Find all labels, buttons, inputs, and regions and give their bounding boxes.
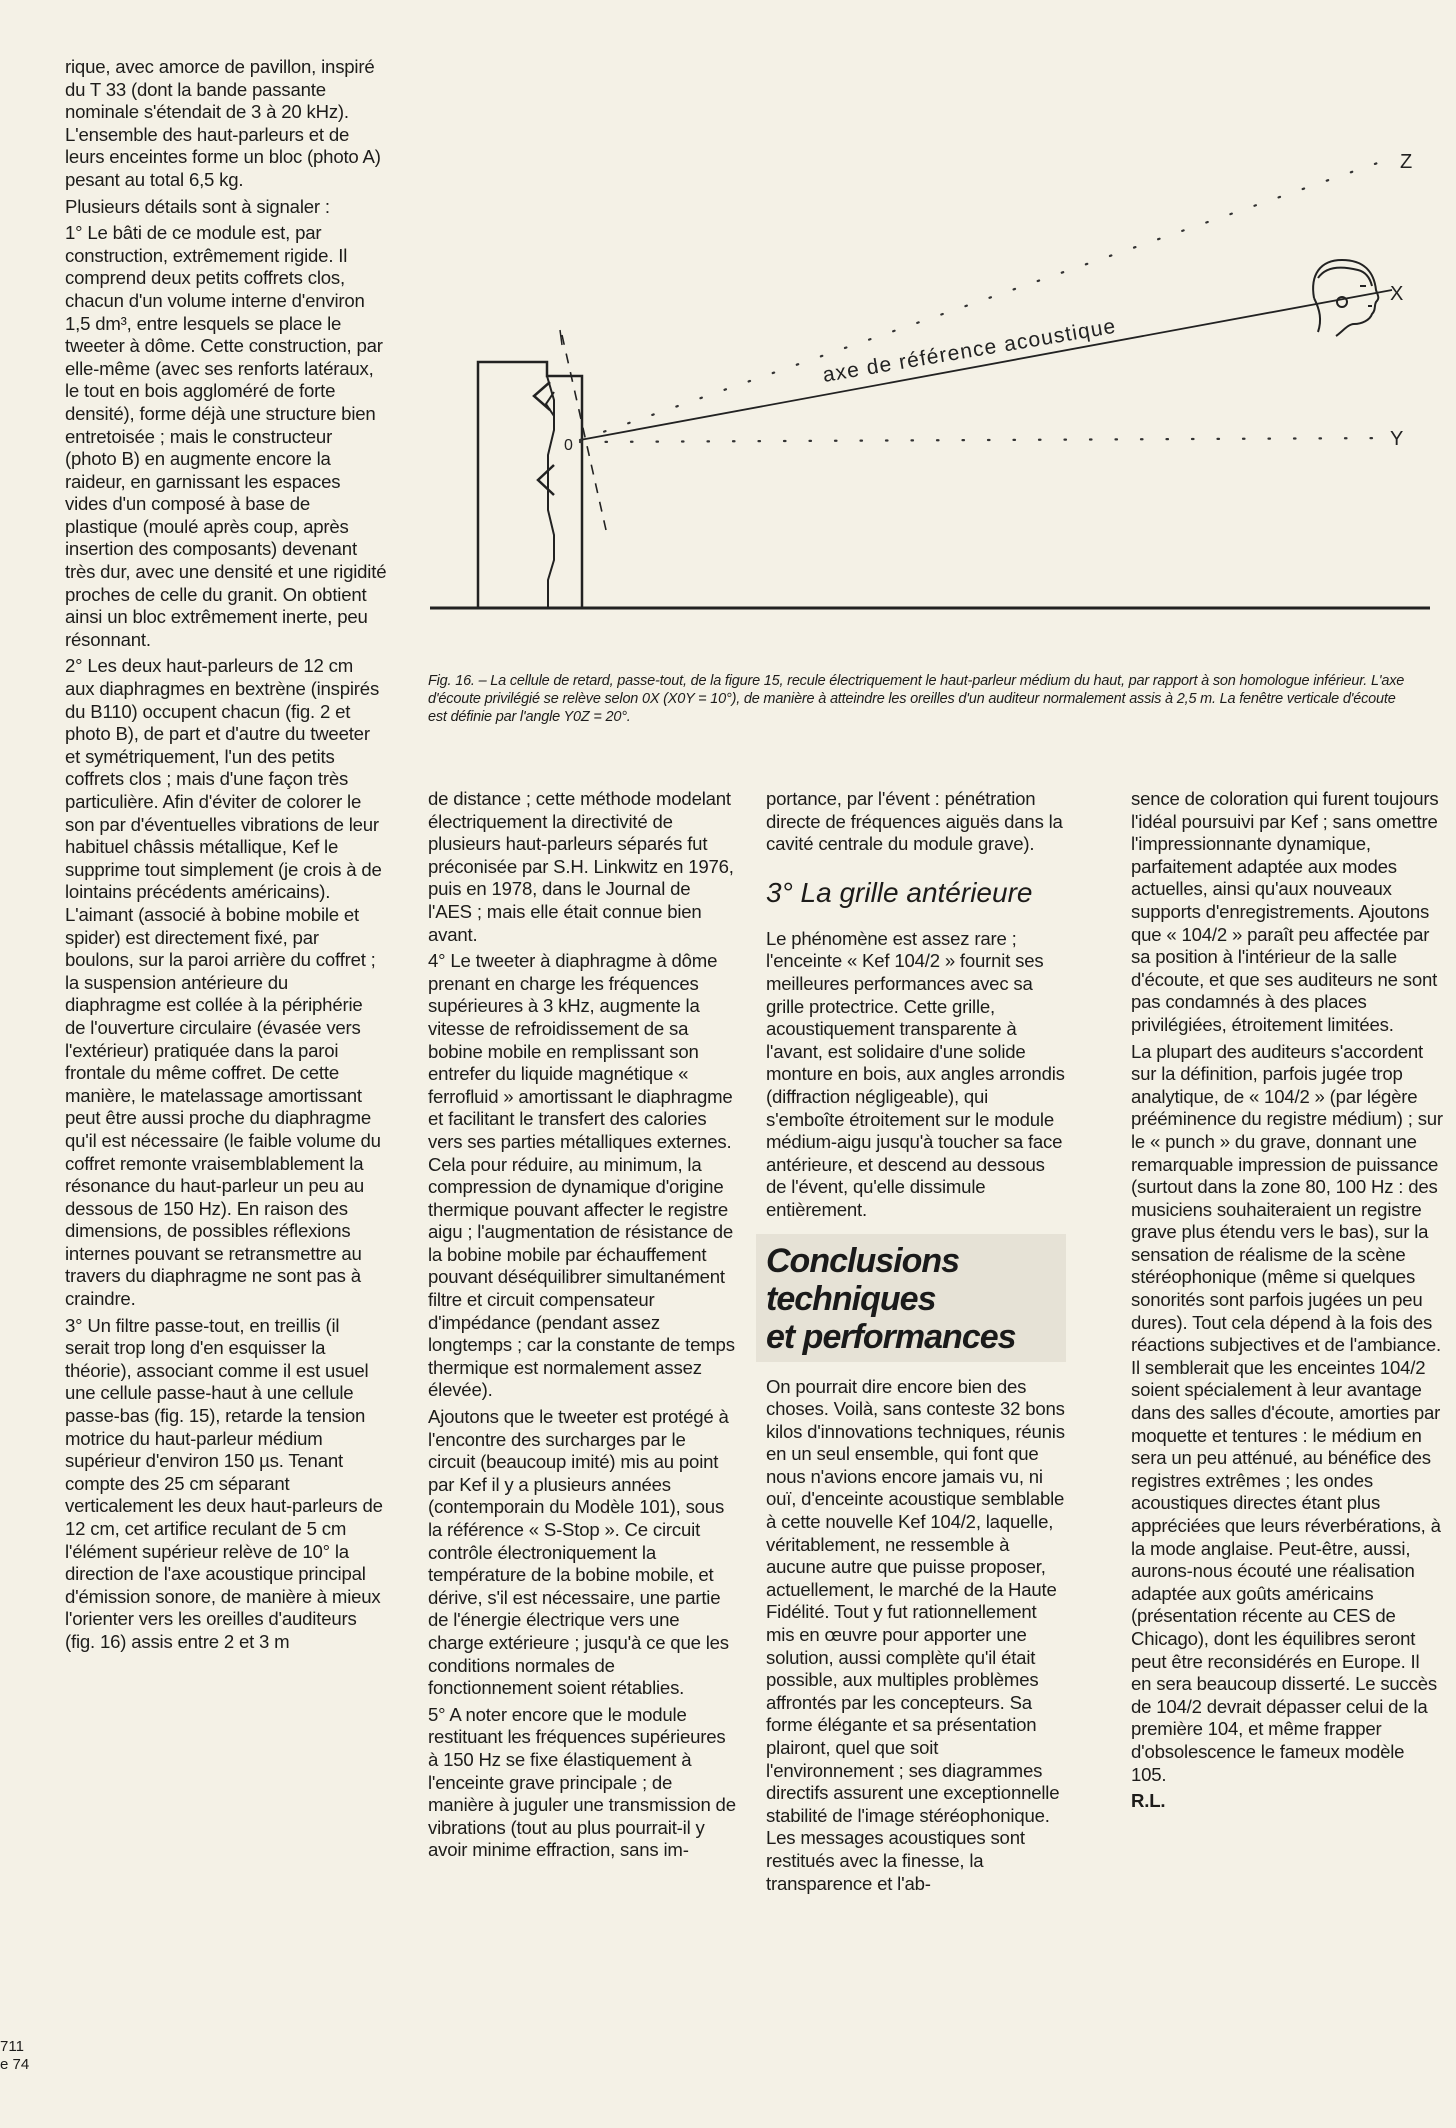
paragraph: de distance ; cette méthode modelant électriquement la directivité de plusieurs haut-parleurs séparés fut préconisée par S.H. Linkwitz en 1976, puis en 1978, dans le Journal de l'AES ; mais elle était connue bien avant. xyxy=(428,788,734,945)
paragraph: Plusieurs détails sont à signaler : xyxy=(65,195,330,217)
caption-text: Fig. 16. – La cellule de retard, passe-tout, de la figure 15, recule électriquement le haut-parleur médium du haut, par rapport à son homologue inférieur. L'axe d'écoute privilégié se relève selon 0X (X0Y = 10°), de manière à atteindre les oreilles d'un auditeur normalement assis à 2,5 m. La fenêtre verticale d'écoute est définie par l'angle Y0Z = 20°. xyxy=(428,673,1405,725)
paragraph: 2° Les deux haut-parleurs de 12 cm aux diaphragmes en bextrène (inspirés du B110) occupent chacun (fig. 2 et photo B), de part et d'autre du tweeter et symétriquement, l'un des petits coffrets clos ; mais d'une façon très particulière. Afin d'éviter de colorer le son par d'éventuelles vibrations de leur habituel châssis métallique, Kef le supprime tout simplement (je crois à de lointains précédents américains). L'aimant (associé à bobine mobile et spider) est directement fixé, par boulons, sur la paroi arrière du coffret ; la suspension antérieure du diaphragme est collée à la périphérie de l'ouverture circulaire (évasée vers l'extérieur) pratiquée dans la paroi frontale du même coffret. De cette manière, le matelassage amortissant peut être aussi proche du diaphragme qu'il est nécessaire (le faible volume du coffret remonte vraisemblablement la résonance du haut-parleur un peu au dessous de 150 Hz). En raison des dimensions, de possibles réflexions internes pouvant se retransmettre au travers du diaphragme ne sont pas à craindre. xyxy=(65,655,382,1310)
paragraph: 1° Le bâti de ce module est, par construction, extrêmement rigide. Il comprend deux petits coffrets clos, chacun d'un volume interne d'environ 1,5 dm³, entre lesquels se place le tweeter à dôme. Cette construction, par elle-même (avec ses renforts latéraux, le tout en bois aggloméré de forte densité), forme déjà une structure bien entretoisée ; mais le constructeur (photo B) en augmente encore la raideur, en garnissant les espaces vides d'un composé à base de plastique (moulé après coup, après insertion des composants) devenant très dur, avec une densité et une rigidité proches de celle du granit. On obtient ainsi un bloc extrêmement inerte, peu résonnant. xyxy=(65,222,387,650)
conclusions-heading-box xyxy=(756,1234,1066,1362)
vertical-reference-line xyxy=(562,335,606,530)
paragraph: La plupart des auditeurs s'accordent sur la définition, parfois jugée trop analytique, de « 104/2 » (par légère prééminence du registre médium) ; sur le « punch » du grave, donnant une remarquable impression de puissance (surtout dans la zone 80, 100 Hz : des musiciens souhaiteraient un registre grave plus étendu vers le bas), sur la sensation de réalisme de la scène stéréophonique (même si quelques sonorités sont parfois jugées un peu dures). Tout cela dépend à la fois des réactions subjectives et de l'ambiance. Il semblerait que les enceintes 104/2 soient spécialement à leur avantage dans des salles d'écoute, amorties par moquette et tentures : le médium en sera un peu atténué, au bénéfice des registres extrêmes ; les ondes acoustiques directes étant plus appréciées que leurs réverbérations, à la mode anglaise. Peut-être, aussi, aurons-nous écouté une réalisation adaptée aux goûts américains (présentation récente au CES de Chicago), dont les équilibres seront peut être reconsidérés en Europe. Il en sera beaucoup disserté. Le succès de 104/2 devrait dépasser celui de la première 104, et même frapper d'obsolescence le fameux modèle 105. xyxy=(1131,1040,1443,1785)
listener-head-icon xyxy=(1313,260,1378,336)
lower-driver-icon xyxy=(538,465,554,495)
author-signature: R.L. xyxy=(1131,1790,1166,1812)
speaker-cabinet xyxy=(478,362,582,608)
page-number-line: e 74 xyxy=(0,2056,30,2073)
origin-label: 0 xyxy=(564,437,573,454)
paragraph: 3° Un filtre passe-tout, en treillis (il serait trop long d'en esquisser la théorie), associant comme il est usuel une cellule passe-haut à une cellule passe-bas (fig. 15), retarde la tension motrice du haut-parleur médium supérieur d'environ 150 µs. Tenant compte des 25 cm séparant verticalement les deux haut-parleurs de 12 cm, cet artifice reculant de 5 cm l'élément supérieur relève de 10° la direction de l'axe acoustique principal d'émission sonore, de manière à mieux l'orienter vers les oreilles d'auditeurs (fig. 16) assis entre 2 et 3 m xyxy=(65,1314,383,1652)
page-number xyxy=(0,2038,29,2074)
axis-oz xyxy=(580,158,1392,440)
paragraph: 5° A noter encore que le module restituant les fréquences supérieures à 150 Hz se fixe élastiquement à l'enceinte grave principale ; de manière à juguler une transmission de vibrations (tout au plus pourrait-il y avoir minime effraction, sans im- xyxy=(428,1703,736,1861)
paragraph: sence de coloration qui furent toujours l'idéal poursuivi par Kef ; sans omettre l'impressionnante dynamique, parfaitement adaptée aux modes actuelles, ainsi qu'aux nouveaux supports d'enregistrements. Ajoutons que « 104/2 » paraît peu affectée par sa position à l'intérieur de la salle d'écoute, et que ses auditeurs ne sont pas condamnés à des places privilégiées, étroitement limitées. xyxy=(1131,788,1439,1035)
paragraph: 4° Le tweeter à diaphragme à dôme prenant en charge les fréquences supérieures à 3 kHz, augmente la vitesse de refroidissement de sa bobine mobile en remplissant son entrefer du liquide magnétique « ferrofluid » amortissant le diaphragme et facilitant le transfert des calories vers ses parties métalliques externes. Cela pour réduire, au minimum, la compression de dynamique d'origine thermique pouvant affecter le registre aigu ; l'augmentation de résistance de la bobine mobile par échauffement pouvant déséquilibrer simultanément filtre et circuit compensateur d'impédance (pendant assez longtemps ; car la constante de temps thermique est normalement assez élevée). xyxy=(428,950,735,1401)
paragraph: Le phénomène est assez rare ; l'enceinte « Kef 104/2 » fournit ses meilleures performances avec sa grille protectrice. Cette grille, acoustiquement transparente à l'avant, est solidaire d'une solide monture en bois, aux angles arrondis (diffraction négligeable), qui s'emboîte étroitement sur le module médium-aigu jusqu'à toucher sa face antérieure, et descend au dessous de l'évent, qu'elle dissimule entièrement. xyxy=(766,927,1065,1220)
axis-reference-label: axe de référence acoustique xyxy=(820,314,1119,387)
text-column-4 xyxy=(1131,788,1443,1813)
page-number-line: 711 xyxy=(0,2038,24,2055)
vertical-reference-top xyxy=(560,330,562,345)
axis-label-y: Y xyxy=(1390,428,1404,450)
text-column-1 xyxy=(65,56,387,1654)
text-column-3 xyxy=(766,788,1066,1895)
paragraph: portance, par l'évent : pénétration directe de fréquences aiguës dans la cavité centrale du module grave). xyxy=(766,788,1063,855)
tweeter-icon xyxy=(546,392,554,416)
axis-label-z: Z xyxy=(1400,151,1413,173)
paragraph: On pourrait dire encore bien des choses. Voilà, sans conteste 32 bons kilos d'innovations techniques, réunis en un seul ensemble, qui font que nous n'avions encore jamais vu, ni ouï, d'enceinte acoustique semblable à cette nouvelle Kef 104/2, laquelle, véritablement, ne ressemble à aucune autre que puisse proposer, actuellement, le marché de la Haute Fidélité. Tout y fut rationnellement mis en œuvre pour apporter une solution, aussi complète qu'il était possible, aux multiples problèmes affrontés par les concepteurs. Sa forme élégante et sa présentation plairont, quel que soit l'environnement ; ses diagrammes directifs assurent une exceptionnelle stabilité de l'image stéréophonique. Les messages acoustiques sont restitués avec la finesse, la transparence et l'ab- xyxy=(766,1375,1065,1894)
figure-caption xyxy=(428,672,1412,726)
conclusions-heading-line: techniques xyxy=(766,1279,936,1318)
paragraph: Ajoutons que le tweeter est protégé à l'encontre des surcharges par le circuit (beaucoup imité) mis au point par Kef il y a plusieurs années (contemporain du Modèle 101), sous la référence « S-Stop ». Ce circuit contrôle électroniquement la température de la bobine mobile, et dérive, s'il est nécessaire, une partie de l'énergie électrique vers une charge extérieure ; jusqu'à ce que les conditions normales de fonctionnement soient rétablies. xyxy=(428,1406,729,1699)
text-column-2 xyxy=(428,788,736,1862)
axis-oy xyxy=(580,438,1392,442)
axis-label-x: X xyxy=(1390,283,1404,305)
conclusions-heading-line: et performances xyxy=(766,1317,1016,1356)
section-subheading: 3° La grille antérieure xyxy=(766,876,1033,908)
conclusions-heading-line: Conclusions xyxy=(766,1241,960,1280)
figure-16-diagram xyxy=(430,110,1430,615)
axis-ox xyxy=(580,290,1392,440)
paragraph: rique, avec amorce de pavillon, inspiré du T 33 (dont la bande passante nominale s'étendait de 3 à 20 kHz). L'ensemble des haut-parleurs et de leurs enceintes forme un bloc (photo A) pesant au total 6,5 kg. xyxy=(65,56,381,190)
